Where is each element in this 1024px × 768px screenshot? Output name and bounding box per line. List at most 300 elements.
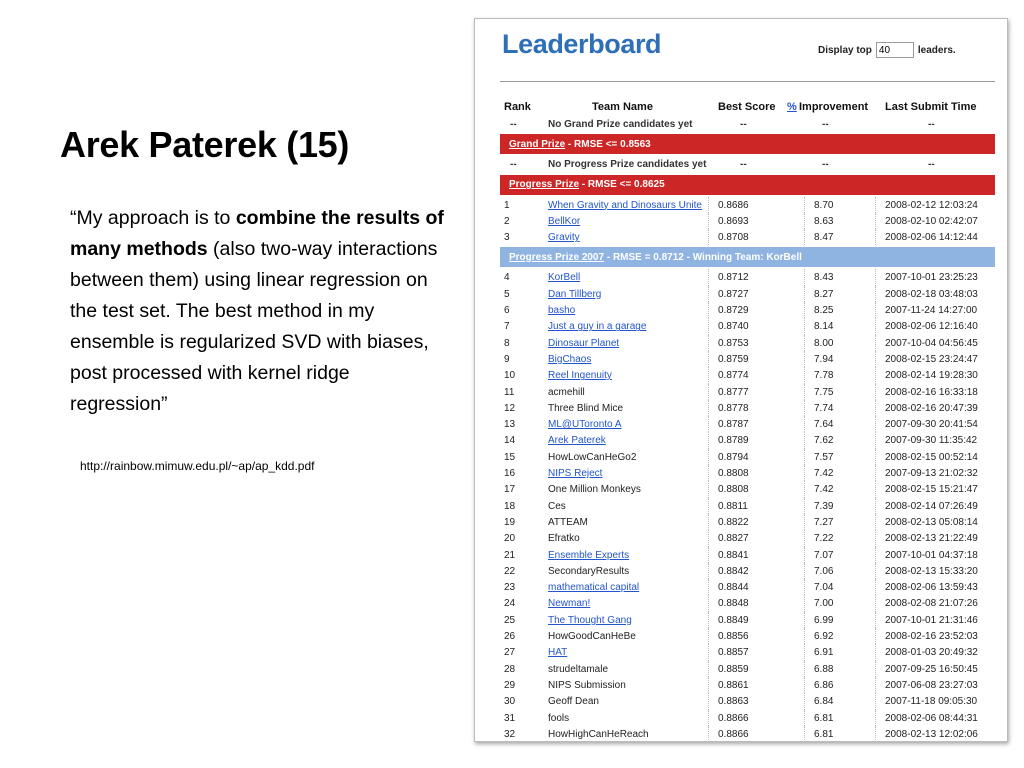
improvement-cell: 8.47 — [814, 232, 834, 244]
slide-title: Arek Paterek (15) — [60, 124, 350, 165]
quote-part-1: “My approach is to — [70, 207, 236, 229]
team-cell[interactable]: NIPS Reject — [548, 468, 603, 480]
column-divider — [875, 547, 876, 563]
table-row — [500, 197, 995, 213]
improvement-cell: 7.39 — [814, 500, 834, 512]
column-divider — [875, 335, 876, 351]
column-divider — [708, 351, 709, 367]
team-cell[interactable]: When Gravity and Dinosaurs Unite — [548, 199, 702, 211]
table-row — [500, 693, 995, 709]
score-cell: 0.8849 — [718, 614, 749, 626]
column-divider — [804, 400, 805, 416]
improvement-cell: -- — [822, 159, 829, 171]
column-divider — [804, 498, 805, 514]
rank-cell: 29 — [504, 679, 516, 691]
rank-cell: -- — [510, 159, 517, 171]
time-cell: 2008-02-16 20:47:39 — [885, 402, 978, 414]
table-row — [500, 213, 995, 229]
quote-part-2: (also two-way interactions between them) using linear regression on the test set. The best method in my ensemble is regularized SVD with biases, post processed with kernel ridge regression” — [70, 238, 438, 415]
improvement-cell: 7.42 — [814, 468, 834, 480]
column-divider — [804, 229, 805, 245]
time-cell: 2008-02-16 23:52:03 — [885, 631, 978, 643]
progress-prize-2007-banner — [500, 247, 995, 267]
time-cell: 2008-02-13 12:02:06 — [885, 728, 978, 740]
team-cell[interactable]: BigChaos — [548, 353, 592, 365]
rank-cell: 27 — [504, 647, 516, 659]
table-row — [500, 628, 995, 644]
column-divider — [875, 530, 876, 546]
column-divider — [875, 514, 876, 530]
table-row — [500, 286, 995, 302]
table-row — [500, 579, 995, 595]
column-divider — [804, 481, 805, 497]
score-cell: 0.8848 — [718, 598, 749, 610]
improvement-cell: 7.74 — [814, 402, 834, 414]
rank-cell: 8 — [504, 337, 510, 349]
time-cell: 2008-02-15 15:21:47 — [885, 484, 978, 496]
time-cell: 2008-02-06 14:12:44 — [885, 232, 978, 244]
improvement-cell: 6.88 — [814, 663, 834, 675]
table-row — [500, 595, 995, 611]
column-divider — [804, 710, 805, 726]
score-cell: 0.8777 — [718, 386, 749, 398]
column-divider — [708, 400, 709, 416]
rank-cell: 17 — [504, 484, 516, 496]
column-divider — [708, 661, 709, 677]
rank-cell: 12 — [504, 402, 516, 414]
rank-cell: 24 — [504, 598, 516, 610]
score-cell: 0.8822 — [718, 516, 749, 528]
time-cell: 2008-02-08 21:07:26 — [885, 598, 978, 610]
time-cell: 2008-02-13 21:22:49 — [885, 533, 978, 545]
score-cell: 0.8856 — [718, 631, 749, 643]
rank-cell: 31 — [504, 712, 516, 724]
progress-prize-link[interactable]: Progress Prize — [509, 179, 580, 191]
score-cell: 0.8712 — [718, 272, 749, 284]
improvement-cell: 7.04 — [814, 582, 834, 594]
team-cell[interactable]: Dinosaur Planet — [548, 337, 620, 349]
rank-cell: 30 — [504, 696, 516, 708]
team-cell[interactable]: Ensemble Experts — [548, 549, 630, 561]
column-divider — [708, 612, 709, 628]
column-divider — [804, 693, 805, 709]
table-row — [500, 530, 995, 546]
team-cell[interactable]: Newman! — [548, 598, 591, 610]
score-cell: 0.8808 — [718, 468, 749, 480]
rank-cell: 16 — [504, 468, 516, 480]
column-divider — [875, 416, 876, 432]
team-cell: No Grand Prize candidates yet — [548, 119, 693, 130]
column-divider — [804, 213, 805, 229]
quote-text — [70, 203, 450, 420]
team-cell[interactable]: mathematical capital — [548, 582, 640, 594]
progress-prize-2007-text: - RMSE = 0.8712 - Winning Team: KorBell — [604, 251, 802, 263]
score-cell: 0.8794 — [718, 451, 749, 463]
improvement-cell: 6.86 — [814, 679, 834, 691]
table-row — [500, 514, 995, 530]
display-prefix: Display top — [818, 44, 872, 56]
rank-cell: 2 — [504, 215, 510, 227]
time-cell: -- — [928, 119, 935, 130]
team-cell: One Million Monkeys — [548, 484, 641, 496]
column-divider — [804, 628, 805, 644]
table-row — [500, 269, 995, 285]
score-cell: 0.8753 — [718, 337, 749, 349]
table-row — [500, 416, 995, 432]
grand-prize-link[interactable]: Grand Prize — [509, 138, 566, 150]
time-cell: 2007-11-24 14:27:00 — [885, 305, 978, 317]
time-cell: 2008-02-18 03:48:03 — [885, 288, 978, 300]
score-cell: 0.8863 — [718, 696, 749, 708]
table-row — [500, 400, 995, 416]
score-cell: 0.8774 — [718, 370, 749, 382]
column-divider — [875, 449, 876, 465]
column-divider — [804, 514, 805, 530]
time-cell: 2007-09-13 21:02:32 — [885, 468, 978, 480]
rank-cell: 13 — [504, 419, 516, 431]
table-row — [500, 481, 995, 497]
score-cell: 0.8808 — [718, 484, 749, 496]
rank-cell: 1 — [504, 199, 510, 211]
column-divider — [875, 498, 876, 514]
score-cell: -- — [740, 159, 747, 171]
score-cell: 0.8842 — [718, 565, 749, 577]
team-cell: Efratko — [548, 533, 580, 545]
time-cell: 2008-02-14 19:28:30 — [885, 370, 978, 382]
team-cell: fools — [548, 712, 570, 724]
column-divider — [875, 481, 876, 497]
column-divider — [875, 302, 876, 318]
header-pct-link[interactable]: % — [787, 101, 797, 113]
column-divider — [804, 595, 805, 611]
time-cell: 2008-02-12 12:03:24 — [885, 199, 978, 211]
progress-prize-threshold: - RMSE <= 0.8625 — [579, 179, 665, 191]
column-divider — [804, 367, 805, 383]
improvement-cell: 7.94 — [814, 353, 834, 365]
improvement-cell: 8.25 — [814, 305, 834, 317]
rank-cell: 20 — [504, 533, 516, 545]
column-divider — [804, 612, 805, 628]
column-divider — [708, 595, 709, 611]
time-cell: 2007-10-01 23:25:23 — [885, 272, 978, 284]
header-improvement: Improvement — [799, 101, 869, 113]
column-divider — [804, 197, 805, 213]
top-rows-group — [500, 197, 995, 246]
score-cell: -- — [740, 119, 747, 130]
column-divider — [708, 710, 709, 726]
table-row — [500, 449, 995, 465]
display-top-control — [818, 42, 956, 58]
table-row — [500, 465, 995, 481]
score-cell: 0.8759 — [718, 353, 749, 365]
rank-cell: 32 — [504, 728, 516, 740]
team-cell[interactable]: basho — [548, 305, 576, 317]
team-cell[interactable]: Dan Tillberg — [548, 288, 602, 300]
column-divider — [875, 213, 876, 229]
time-cell: 2007-09-25 16:50:45 — [885, 663, 978, 675]
time-cell: 2008-02-15 23:24:47 — [885, 353, 978, 365]
table-row — [500, 229, 995, 245]
column-divider — [804, 465, 805, 481]
table-row — [500, 710, 995, 726]
improvement-cell: 6.81 — [814, 712, 834, 724]
column-divider — [804, 449, 805, 465]
team-cell: acmehill — [548, 386, 585, 398]
score-cell: 0.8866 — [718, 728, 749, 740]
column-divider — [875, 286, 876, 302]
improvement-cell: 8.43 — [814, 272, 834, 284]
improvement-cell: 8.63 — [814, 215, 834, 227]
time-cell: 2008-02-06 13:59:43 — [885, 582, 978, 594]
time-cell: 2008-02-13 15:33:20 — [885, 565, 978, 577]
table-header — [500, 99, 995, 115]
rank-cell: 5 — [504, 288, 510, 300]
time-cell: 2008-02-14 07:26:49 — [885, 500, 978, 512]
column-divider — [708, 302, 709, 318]
time-cell: 2008-02-06 12:16:40 — [885, 321, 978, 333]
table-row — [500, 661, 995, 677]
time-cell: 2007-10-04 04:56:45 — [885, 337, 978, 349]
column-divider — [708, 498, 709, 514]
column-divider — [804, 530, 805, 546]
grand-prize-row — [500, 116, 995, 132]
display-count-input[interactable] — [876, 42, 914, 58]
improvement-cell: 6.91 — [814, 647, 834, 659]
column-divider — [875, 269, 876, 285]
improvement-cell: 7.00 — [814, 598, 834, 610]
column-divider — [804, 335, 805, 351]
team-cell: HowGoodCanHeBe — [548, 631, 636, 643]
column-divider — [708, 197, 709, 213]
rank-cell: 25 — [504, 614, 516, 626]
improvement-cell: 7.22 — [814, 533, 834, 545]
rank-cell: 22 — [504, 565, 516, 577]
score-cell: 0.8866 — [718, 712, 749, 724]
team-cell: No Progress Prize candidates yet — [548, 159, 707, 171]
table-row — [500, 367, 995, 383]
improvement-cell: 6.84 — [814, 696, 834, 708]
time-cell: 2008-02-06 08:44:31 — [885, 712, 978, 724]
rank-cell: 3 — [504, 232, 510, 244]
table-row — [500, 318, 995, 334]
column-divider — [708, 335, 709, 351]
time-cell: 2007-11-18 09:05:30 — [885, 696, 978, 708]
column-divider — [708, 384, 709, 400]
column-divider — [875, 400, 876, 416]
team-cell: Ces — [548, 500, 566, 512]
table-row — [500, 612, 995, 628]
score-cell: 0.8727 — [718, 288, 749, 300]
rank-cell: 9 — [504, 353, 510, 365]
column-divider — [875, 465, 876, 481]
team-cell[interactable]: ML@UToronto A — [548, 419, 622, 431]
column-divider — [708, 514, 709, 530]
column-divider — [708, 530, 709, 546]
improvement-cell: 7.27 — [814, 516, 834, 528]
improvement-cell: 7.07 — [814, 549, 834, 561]
column-divider — [708, 693, 709, 709]
time-cell: 2008-02-13 05:08:14 — [885, 516, 978, 528]
column-divider — [875, 432, 876, 448]
column-divider — [708, 677, 709, 693]
column-divider — [708, 229, 709, 245]
improvement-cell: 6.81 — [814, 728, 834, 740]
team-cell[interactable]: HAT — [548, 647, 568, 659]
column-divider — [875, 628, 876, 644]
time-cell: -- — [928, 159, 935, 171]
table-row — [500, 547, 995, 563]
team-cell[interactable]: Arek Paterek — [548, 435, 606, 447]
time-cell: 2008-01-03 20:49:32 — [885, 647, 978, 659]
column-divider — [708, 481, 709, 497]
score-cell: 0.8778 — [718, 402, 749, 414]
column-divider — [708, 579, 709, 595]
quote-bold: combine the results of many methods — [70, 207, 444, 260]
rank-cell: 11 — [504, 386, 515, 398]
leaderboard-rows — [500, 116, 995, 742]
column-divider — [708, 563, 709, 579]
rank-cell: 7 — [504, 321, 510, 333]
improvement-cell: 7.78 — [814, 370, 834, 382]
team-cell[interactable]: Gravity — [548, 232, 580, 244]
score-cell: 0.8859 — [718, 663, 749, 675]
improvement-cell: 7.06 — [814, 565, 834, 577]
column-divider — [804, 579, 805, 595]
column-divider — [708, 432, 709, 448]
improvement-cell: 7.57 — [814, 451, 834, 463]
source-url[interactable]: http://rainbow.mimuw.edu.pl/~ap/ap_kdd.pdf — [80, 459, 315, 473]
score-cell: 0.8693 — [718, 215, 749, 227]
rank-cell: 21 — [504, 549, 516, 561]
column-divider — [804, 726, 805, 742]
score-cell: 0.8844 — [718, 582, 749, 594]
progress-prize-2007-link[interactable]: Progress Prize 2007 — [509, 251, 605, 263]
column-divider — [804, 302, 805, 318]
column-divider — [804, 677, 805, 693]
time-cell: 2008-02-16 16:33:18 — [885, 386, 978, 398]
rank-cell: 28 — [504, 663, 516, 675]
team-cell[interactable]: BellKor — [548, 215, 581, 227]
column-divider — [875, 595, 876, 611]
score-cell: 0.8861 — [718, 679, 749, 691]
table-row — [500, 563, 995, 579]
team-cell[interactable]: KorBell — [548, 272, 581, 284]
score-cell: 0.8827 — [718, 533, 749, 545]
score-cell: 0.8811 — [718, 500, 748, 512]
column-divider — [875, 579, 876, 595]
column-divider — [804, 644, 805, 660]
time-cell: 2007-10-01 21:31:46 — [885, 614, 978, 626]
score-cell: 0.8729 — [718, 305, 749, 317]
column-divider — [875, 351, 876, 367]
leaderboard-panel — [474, 18, 1008, 742]
column-divider — [708, 449, 709, 465]
column-divider — [804, 661, 805, 677]
column-divider — [804, 547, 805, 563]
improvement-cell: 8.27 — [814, 288, 834, 300]
team-cell: strudeltamale — [548, 663, 609, 675]
column-divider — [875, 661, 876, 677]
column-divider — [875, 229, 876, 245]
team-cell: SecondaryResults — [548, 565, 630, 577]
table-row — [500, 384, 995, 400]
table-row — [500, 335, 995, 351]
team-cell[interactable]: Reel Ingenuity — [548, 370, 612, 382]
score-cell: 0.8686 — [718, 199, 749, 211]
table-row — [500, 351, 995, 367]
score-cell: 0.8841 — [718, 549, 749, 561]
rank-cell: 14 — [504, 435, 516, 447]
improvement-cell: 6.99 — [814, 614, 834, 626]
table-row — [500, 677, 995, 693]
score-cell: 0.8857 — [718, 647, 749, 659]
column-divider — [708, 286, 709, 302]
column-divider — [708, 269, 709, 285]
display-suffix: leaders. — [917, 44, 956, 56]
table-row — [500, 644, 995, 660]
progress-prize-row — [500, 156, 995, 172]
improvement-cell: -- — [822, 119, 829, 130]
score-cell: 0.8787 — [718, 419, 749, 431]
leaderboard-title: Leaderboard — [502, 29, 662, 59]
improvement-cell: 7.62 — [814, 435, 834, 447]
column-divider — [875, 563, 876, 579]
table-row — [500, 432, 995, 448]
column-divider — [875, 644, 876, 660]
time-cell: 2007-09-30 11:35:42 — [885, 435, 978, 447]
table-row — [500, 498, 995, 514]
main-rows-group — [500, 269, 995, 742]
improvement-cell: 7.64 — [814, 419, 834, 431]
column-divider — [804, 432, 805, 448]
improvement-cell: 7.75 — [814, 386, 834, 398]
header-rank: Rank — [504, 101, 531, 113]
grand-prize-threshold: - RMSE <= 0.8563 — [565, 138, 651, 150]
team-cell[interactable]: The Thought Gang — [548, 614, 632, 626]
column-divider — [875, 710, 876, 726]
column-divider — [708, 416, 709, 432]
rank-cell: 23 — [504, 582, 516, 594]
score-cell: 0.8740 — [718, 321, 749, 333]
team-cell: HowLowCanHeGo2 — [548, 451, 637, 463]
column-divider — [708, 367, 709, 383]
table-row — [500, 302, 995, 318]
column-divider — [708, 547, 709, 563]
rank-cell: 26 — [504, 631, 516, 643]
score-cell: 0.8708 — [718, 232, 749, 244]
rank-cell: 10 — [504, 370, 516, 382]
column-divider — [708, 628, 709, 644]
time-cell: 2007-06-08 23:27:03 — [885, 679, 978, 691]
header-best-score: Best Score — [718, 101, 776, 113]
team-cell[interactable]: Just a guy in a garage — [548, 321, 647, 333]
column-divider — [708, 726, 709, 742]
column-divider — [804, 563, 805, 579]
improvement-cell: 7.42 — [814, 484, 834, 496]
column-divider — [804, 416, 805, 432]
rank-cell: 4 — [504, 272, 510, 284]
column-divider — [708, 644, 709, 660]
header-divider — [500, 81, 995, 82]
improvement-cell: 6.92 — [814, 631, 834, 643]
improvement-cell: 8.70 — [814, 199, 834, 211]
score-cell: 0.8789 — [718, 435, 749, 447]
rank-cell: -- — [510, 119, 517, 130]
grand-prize-banner — [500, 134, 995, 154]
header-team-name: Team Name — [592, 101, 653, 113]
column-divider — [804, 384, 805, 400]
column-divider — [708, 213, 709, 229]
